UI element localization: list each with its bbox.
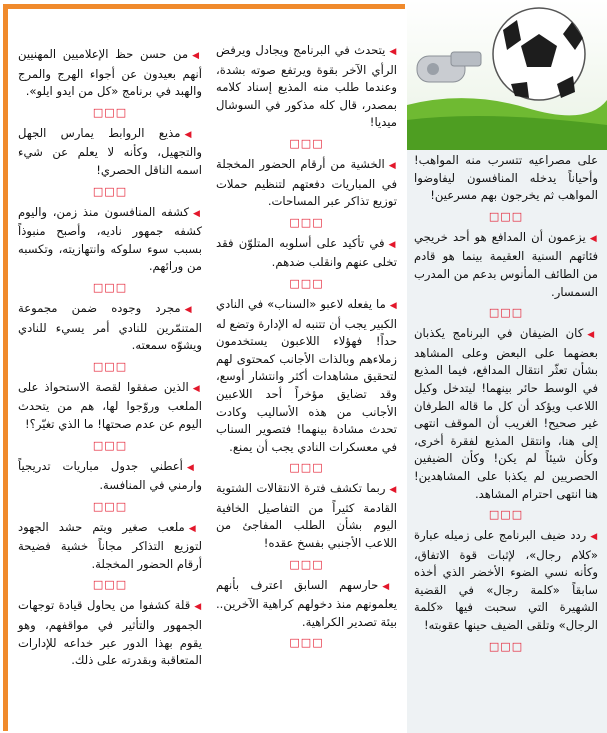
news-item: ◀يتحدث في البرنامج ويجادل ويرفض الرأي الآخر بقوة ويرتفع صوته بشدة، وعندما طلب منه المذيع إسناد كلامه بمصدر، قال كله مذكور في السوشال ميديا! — [216, 43, 398, 130]
column-intro: على مصراعيه تتسرب منه المواهب! وأحياناً يدخله المنافسون ليفاوضوا المواهب ثم يخرجون بهم مسرعين! — [414, 153, 598, 203]
separator: □□□ — [92, 438, 128, 452]
bullet-triangle-icon: ◀ — [192, 383, 202, 394]
news-item: ◀حارسهم السابق اعترف بأنهم يعلمونهم منذ دخولهم كراهية الآخرين.. بيئة تصدير الكراهية. — [216, 577, 397, 629]
separator: □□□ — [92, 105, 128, 119]
news-item: ◀يزعمون أن المدافع هو أحد خريجي فئاتهم السنية العقيمة بينما هو قادم من الطائف المأنوس بدعم من المدرب السمسار. — [414, 229, 599, 299]
separator: □□□ — [289, 136, 324, 150]
bullet-triangle-icon: ◀ — [193, 208, 203, 219]
separator: □□□ — [92, 359, 128, 373]
bullet-triangle-icon: ◀ — [194, 602, 203, 613]
right-column — [414, 152, 598, 659]
news-item: ◀مذيع الروابط يمارس الجهل والتجهيل، وكأنه لا يعلم عن شيء اسمه الناقل الحصري! — [18, 125, 202, 177]
separator: □□□ — [289, 276, 324, 290]
news-item: ◀من حسن حظ الإعلاميين المهنيين أنهم بعيدون عن أجواء الهرج والمرج والهبد في برنامج «كل من ايدو ايلو». — [18, 47, 203, 99]
middle-column — [216, 42, 397, 655]
frame-left-border — [3, 4, 8, 731]
left-column — [18, 46, 202, 670]
bullet-triangle-icon: ◀ — [388, 160, 397, 171]
bullet-triangle-icon: ◀ — [589, 233, 599, 244]
news-item: ◀ما يفعله لاعبو «السناب» في النادي الكبير يجب أن تتنبه له الإدارة وتضع له حداً! فهؤلاء اللاعبون يستخدمون زملاءهم وبالذات الأجانب كمحتوى لهم لتحقيق مشاهدات أكثر وانتشار أوسع، وقد تضايق مؤخراً أحد اللاعبين الأجانب من هذه الأساليب وكادت تحدث مشادة بينهما! فتصوير السناب في معسكرات النادي يجب أن يمنع. — [216, 296, 397, 454]
bullet-triangle-icon: ◀ — [389, 47, 398, 57]
separator: □□□ — [92, 578, 128, 592]
separator: □□□ — [92, 184, 128, 198]
separator: □□□ — [488, 209, 524, 223]
header-photo — [407, 0, 607, 150]
news-item: ◀في تأكيد على أسلوبه المتلوّن فقد تخلى عنهم وانقلب ضدهم. — [216, 235, 397, 270]
separator: □□□ — [289, 636, 324, 650]
bullet-triangle-icon: ◀ — [388, 239, 397, 250]
separator: □□□ — [92, 499, 128, 513]
news-item: ◀الخشية من أرقام الحضور المخجلة في المباريات دفعتهم لتنظيم حملات توزيع تذاكر عبر المساحات. — [216, 156, 397, 209]
bullet-triangle-icon: ◀ — [389, 300, 397, 311]
news-item: ◀أعطني جدول مباريات تدريجياً وارمني في المنافسة. — [18, 458, 203, 493]
bullet-triangle-icon: ◀ — [186, 462, 203, 473]
bullet-triangle-icon: ◀ — [184, 129, 202, 140]
separator: □□□ — [92, 280, 128, 294]
separator: □□□ — [488, 306, 524, 320]
bullet-triangle-icon: ◀ — [184, 304, 202, 315]
bullet-triangle-icon: ◀ — [192, 51, 203, 61]
separator: □□□ — [488, 508, 524, 522]
frame-top-border — [3, 4, 405, 9]
news-item: ◀ردد ضيف البرنامج على زميله عبارة «كلام رجال»، لإثبات قوة الاتفاق، وكأنه نسي الضوء الأخضر الذي أخذه سابقاً «كلمة رجال» في القضية الشهيرة التي سحبت فيها «كلمة الرجال» وتلقى الضيف حينها عقوبته! — [414, 528, 598, 633]
football-photo — [407, 0, 607, 150]
news-item: ◀ربما تكشف فترة الانتقالات الشتوية القادمة كثيراً من التفاصيل الخافية اليوم بشأن الطلب المفاجئ من اللاعب الأجنبي بفسخ عقده! — [216, 481, 397, 551]
news-item: ◀مجرد وجوده ضمن مجموعة المتنمّرين للنادي أمر يسيء للنادي ويشوّه سمعته. — [18, 300, 202, 353]
separator: □□□ — [289, 461, 324, 475]
separator: □□□ — [488, 639, 524, 653]
separator: □□□ — [289, 215, 324, 229]
bullet-triangle-icon: ◀ — [590, 532, 598, 543]
news-item: ◀الذين صفقوا لقصة الاستحواذ على الملعب وروّجوا لها، هم من يتحدث اليوم عن عدم صحتها! ما الذي تغيّر؟! — [18, 379, 202, 431]
news-item: ◀قلة كشفوا من يحاول قيادة توجهات الجمهور والتأثير في مواقفهم، وهو يقوم بهذا الدور عبر خداعه للإدارات المتعاقبة وبقدرته على ذلك. — [18, 598, 203, 668]
bullet-triangle-icon: ◀ — [587, 330, 599, 341]
bullet-triangle-icon: ◀ — [389, 485, 397, 496]
news-item: ◀كان الضيفان في البرنامج يكذبان بعضهما على البعض وعلى المشاهد بشأن تعثّر انتقال المدافع، فيما المذيع في الوسط حائر بينهما! ليتدخل وكيل اللاعب ويؤكد أن كل ما قاله الطرفان غير صحيح! الغريب أن الموقف انتهى إلى هنا، وانتقل المذيع لفقرة أخرى، وكأن شيئاً لم يكن! وكأن الضيفين الحصريين لم يكذبا على المشاهدين! هنا انتهى احترام المشاهد. — [414, 326, 599, 501]
news-item: ◀ملعب صغير ويتم حشد الجهود لتوزيع التذاكر مجاناً خشية فضيحة أرقام الحضور المخجلة. — [18, 519, 203, 571]
bullet-triangle-icon: ◀ — [188, 523, 203, 534]
news-item: ◀كشفه المنافسون منذ زمن، واليوم كشفه جمهور ناديه، وأصبح منبوذاً بسبب سوء سلوكه وانتهازيته، وتكسبه من ورائهم. — [18, 204, 203, 274]
separator: □□□ — [289, 557, 324, 571]
football-icon — [493, 8, 585, 100]
bullet-triangle-icon: ◀ — [382, 581, 397, 592]
